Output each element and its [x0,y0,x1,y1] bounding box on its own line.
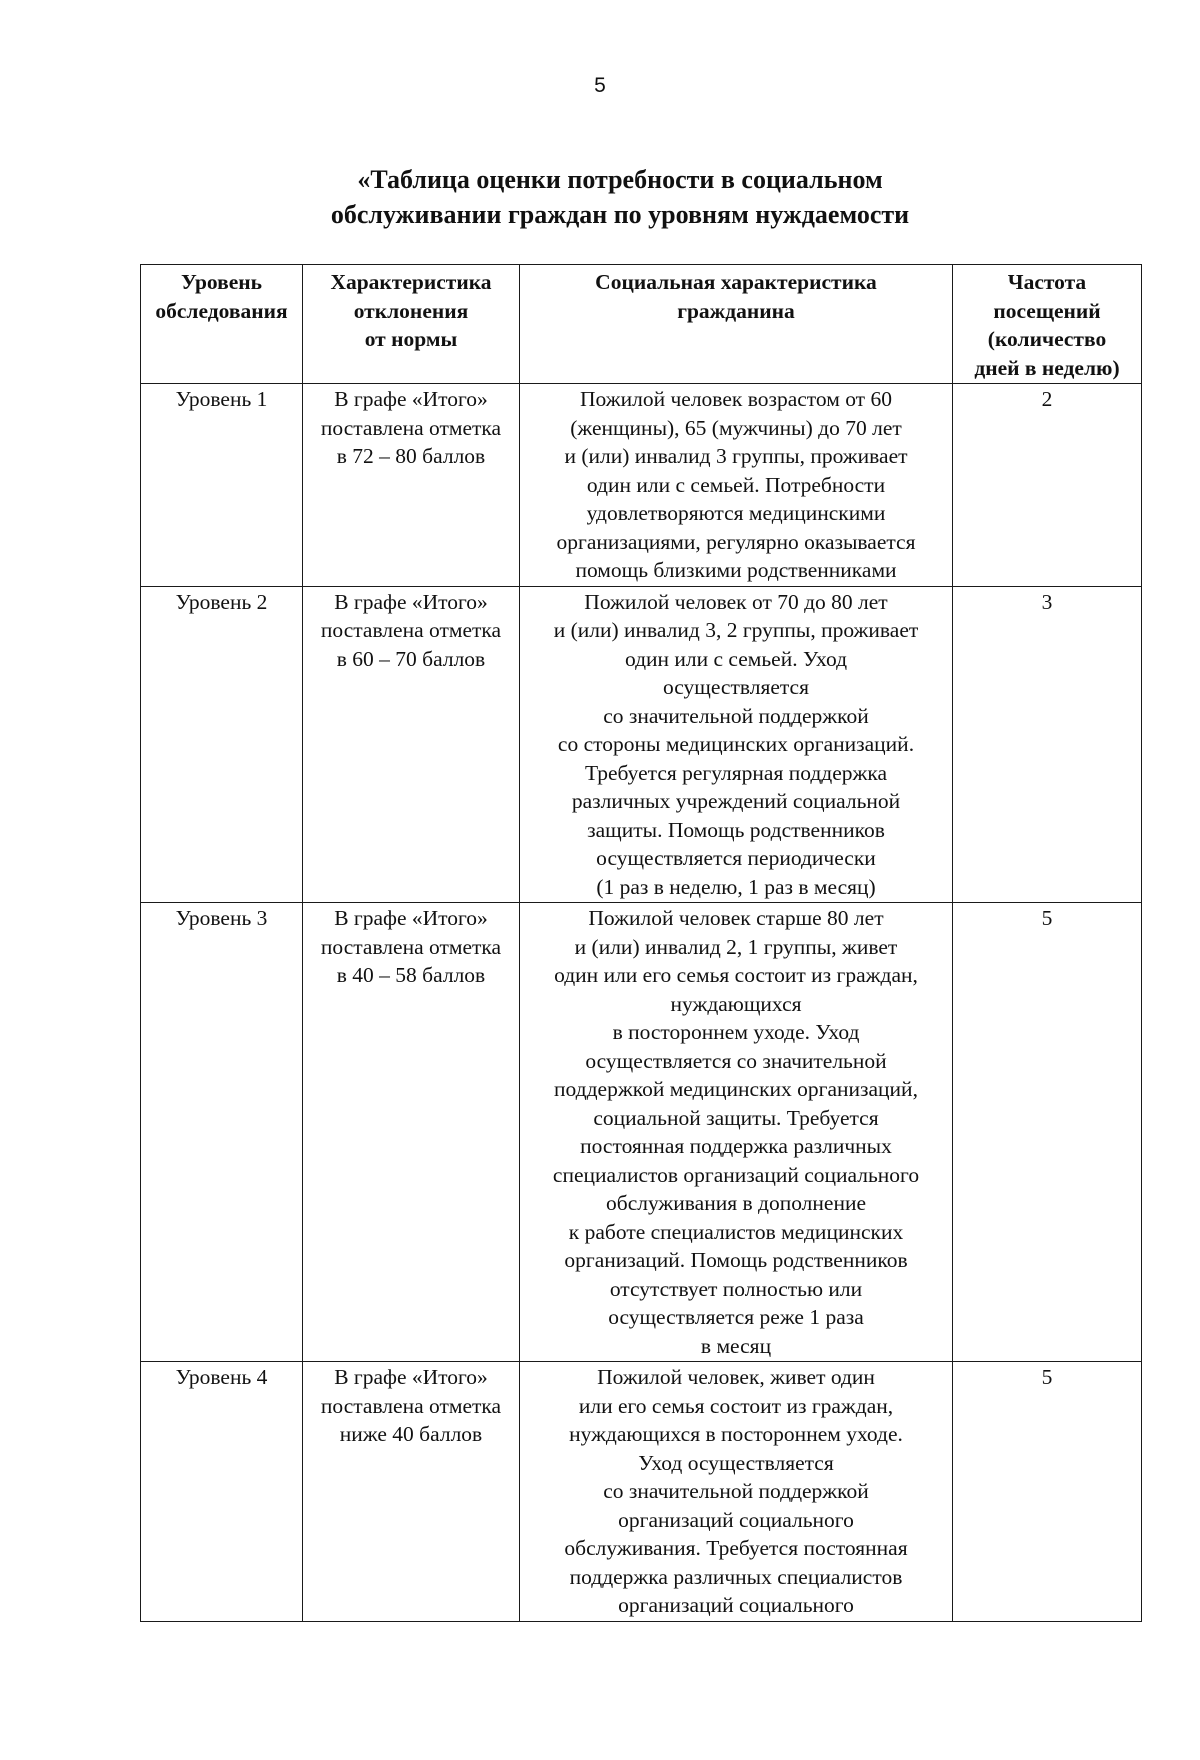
table-header [141,265,1142,384]
cell-line: нуждающихся [670,991,802,1016]
frequency-cell [953,903,1142,1362]
page-number: 5 [594,74,606,97]
header-line: посещений [993,298,1101,323]
level-cell [141,903,303,1362]
header-line: Уровень [180,270,263,294]
cell-line: в 60 – 70 баллов [336,646,486,671]
cell-line: защиты. Помощь родственников [587,817,885,842]
cell-line: и (или) инвалид 3 группы, проживает [564,444,908,468]
cell-line: в постороннем уходе. Уход [612,1020,860,1044]
deviation-cell [303,1362,520,1622]
cell-line: Уход осуществляется [638,1450,834,1475]
header-characteristic [520,265,953,384]
frequency-cell [953,586,1142,903]
level-cell [141,586,303,903]
table-row [141,903,1142,1362]
characteristic-cell [520,1362,953,1622]
level-cell [141,1362,303,1622]
cell-line: поставлена отметка [320,415,502,440]
cell-line: Пожилой человек возрастом от 60 [580,387,892,411]
frequency-cell [953,384,1142,587]
title-line: обслуживании граждан по уровням нуждаемости [330,200,910,229]
cell-line: и (или) инвалид 2, 1 группы, живет [574,934,898,959]
title-line: «Таблица оценки потребности в социальном [357,165,883,194]
cell-line: специалистов организаций социального [552,1162,920,1187]
cell-line: 5 [1041,906,1053,930]
cell-line: В графе «Итого» [334,1365,488,1389]
cell-line: Требуется регулярная поддержка [584,760,888,785]
characteristic-cell [520,586,953,903]
cell-line: отсутствует полностью или [609,1276,863,1301]
cell-line: Уровень 2 [175,589,268,614]
cell-line: обслуживания. Требуется постоянная [564,1536,908,1560]
needs-assessment-table [140,264,1142,1622]
cell-line: различных учреждений социальной [571,789,901,813]
cell-line: осуществляется со значительной [585,1048,887,1073]
header-line: дней в неделю) [974,355,1120,380]
cell-line: поставлена отметка [320,1393,502,1418]
cell-line: (женщины), 65 (мужчины) до 70 лет [570,415,902,440]
cell-line: поставлена отметка [320,618,502,642]
header-line: от нормы [364,327,458,351]
cell-line: В графе «Итого» [334,387,488,411]
cell-line: организаций социального [618,1593,854,1617]
cell-line: со стороны медицинских организаций. [557,732,915,756]
cell-line: осуществляется [663,675,809,699]
cell-line: обслуживания в дополнение [606,1191,866,1215]
cell-line: в 40 – 58 баллов [336,963,486,987]
cell-line: ниже 40 баллов [339,1422,483,1446]
header-frequency [953,265,1142,384]
cell-line: к работе специалистов медицинских [568,1219,904,1244]
cell-line: осуществляется периодически [596,846,876,870]
cell-line: (1 раз в неделю, 1 раз в месяц) [596,874,876,899]
cell-line: Уровень 3 [175,906,268,930]
header-row [141,265,1142,384]
cell-line: или его семья состоит из граждан, [578,1393,894,1418]
cell-line: в месяц [700,1333,772,1358]
deviation-cell [303,903,520,1362]
header-line: обследования [155,298,288,323]
cell-line: организаций. Помощь родственников [564,1248,908,1272]
table-row [141,384,1142,587]
cell-line: поставлена отметка [320,934,502,959]
cell-line: Пожилой человек, живет один [597,1365,875,1389]
header-deviation [303,265,520,384]
cell-line: один или его семья состоит из граждан, [554,963,918,987]
header-line: Социальная характеристика [595,270,877,294]
document-title [240,162,1000,232]
characteristic-cell [520,903,953,1362]
table-row [141,1362,1142,1622]
cell-line: постоянная поддержка различных [580,1134,892,1158]
cell-line: и (или) инвалид 3, 2 группы, проживает [553,618,919,642]
cell-line: 3 [1041,589,1053,614]
deviation-cell [303,384,520,587]
deviation-cell [303,586,520,903]
cell-line: поддержкой медицинских организаций, [554,1077,918,1101]
table-body [141,384,1142,1622]
cell-line: один или с семьей. Потребности [586,472,886,497]
header-line: гражданина [677,298,795,323]
cell-line: нуждающихся в постороннем уходе. [569,1422,903,1446]
cell-line: В графе «Итого» [334,906,488,930]
cell-line: со значительной поддержкой [603,1479,869,1503]
header-line: Частота [1007,270,1087,294]
header-line: (количество [987,327,1107,351]
cell-line: В графе «Итого» [334,589,488,614]
cell-line: Пожилой человек от 70 до 80 лет [584,589,888,614]
table-row [141,586,1142,903]
cell-line: социальной защиты. Требуется [593,1105,879,1130]
cell-line: организациями, регулярно оказывается [556,529,916,554]
cell-line: один или с семьей. Уход [624,646,848,671]
cell-line: организаций социального [618,1507,854,1532]
header-level [141,265,303,384]
header-line: отклонения [353,298,469,323]
cell-line: осуществляется реже 1 раза [608,1305,864,1329]
characteristic-cell [520,384,953,587]
cell-line: Уровень 1 [175,387,268,411]
cell-line: Пожилой человек старше 80 лет [588,906,884,930]
cell-line: 2 [1041,387,1053,411]
header-line: Характеристика [330,270,492,294]
cell-line: в 72 – 80 баллов [336,444,486,468]
cell-line: поддержка различных специалистов [569,1564,903,1589]
frequency-cell [953,1362,1142,1622]
cell-line: Уровень 4 [175,1365,268,1389]
cell-line: удовлетворяются медицинскими [586,501,886,525]
cell-line: 5 [1041,1365,1053,1389]
cell-line: помощь близкими родственниками [575,558,897,582]
level-cell [141,384,303,587]
cell-line: со значительной поддержкой [603,703,869,728]
